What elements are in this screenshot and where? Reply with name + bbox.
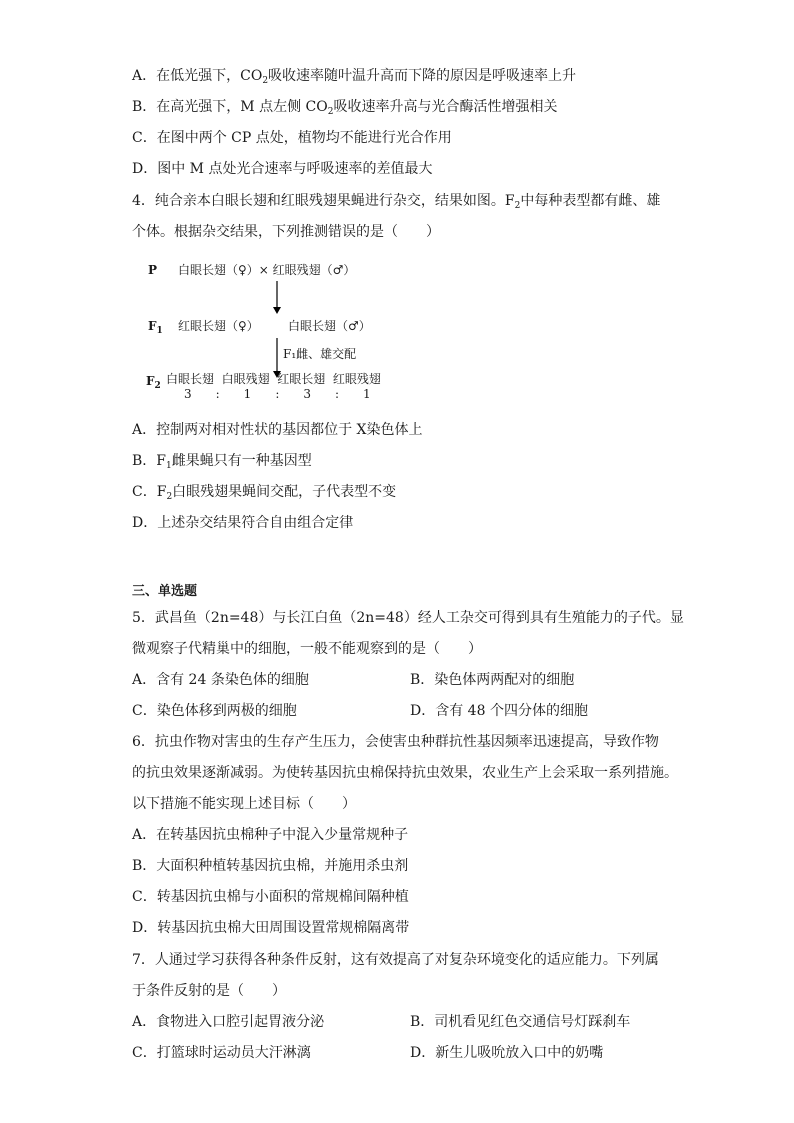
q5-stem-line1: 5．武昌鱼（2n=48）与长江白鱼（2n=48）经人工杂交可得到具有生殖能力的子代。显 [132, 610, 684, 626]
cross-diagram [140, 255, 420, 405]
section-title: 三、单选题 [132, 584, 198, 599]
p-label: P [148, 263, 158, 277]
f2-phenotypes: 白眼长翅 白眼残翅 红眼长翅 红眼残翅 [166, 372, 381, 386]
q5-option-a: A．含有 24 条染色体的细胞 [132, 672, 309, 688]
q5-stem-line2: 微观察子代精巢中的细胞，一般不能观察到的是（ ） [132, 641, 482, 657]
f2-subscript-c: 2 [166, 492, 173, 502]
q3-option-b [132, 97, 557, 122]
f2-diagram-subscript: 2 [154, 381, 161, 391]
q5-option-c: C．染色体移到两极的细胞 [132, 703, 297, 719]
q3-option-d: D．图中 M 点处光合速率与呼吸速率的差值最大 [132, 161, 433, 177]
q7-option-a: A．食物进入口腔引起胃液分泌 [132, 1014, 325, 1030]
q3-option-b-text-rest: 吸收速率升高与光合酶活性增强相关 [333, 99, 558, 115]
q4-stem-text: 4．纯合亲本白眼长翅和红眼残翅果蝇进行杂交，结果如图。F [132, 193, 515, 209]
q6-stem-line2: 的抗虫效果逐渐减弱。为使转基因抗虫棉保持抗虫效果，农业生产上会采取一系列措施。 [132, 765, 678, 781]
q4-stem-text-rest: 中每种表型都有雌、雄 [520, 193, 661, 209]
q7-option-b: B．司机看见红色交通信号灯踩刹车 [410, 1014, 631, 1030]
f1-label [148, 318, 163, 339]
q3-option-a-text-rest: 吸收速率随叶温升高而下降的原因是呼吸速率上升 [268, 68, 577, 84]
f1-subscript-b: 1 [166, 461, 172, 471]
f2-subscript: 2 [514, 201, 521, 211]
q4-stem-line2: 个体。根据杂交结果，下列推测错误的是（ ） [132, 224, 440, 240]
q7-option-c: C．打篮球时运动员大汗淋漓 [132, 1045, 311, 1061]
f2-label [146, 373, 161, 394]
q4-option-c-text-rest: 白眼残翅果蝇间交配，子代表型不变 [172, 484, 397, 500]
q6-stem-line1: 6．抗虫作物对害虫的生存产生压力，会使害虫种群抗性基因频率迅速提高，导致作物 [132, 734, 659, 750]
q6-option-c: C．转基因抗虫棉与小面积的常规棉间隔种植 [132, 889, 409, 905]
q3-option-a [132, 66, 576, 91]
q4-stem-line1 [132, 191, 660, 216]
q6-option-d: D．转基因抗虫棉大田周围设置常规棉隔离带 [132, 920, 410, 936]
q7-option-d: D．新生儿吸吮放入口中的奶嘴 [410, 1045, 604, 1061]
q3-option-c: C．在图中两个 CP 点处，植物均不能进行光合作用 [132, 130, 452, 146]
f1-letter: F [148, 319, 157, 333]
f1-male: 白眼长翅（♂） [288, 319, 371, 333]
q6-option-a: A．在转基因抗虫棉种子中混入少量常规种子 [132, 827, 409, 843]
q3-option-a-text: A．在低光强下，CO [132, 68, 263, 84]
q5-option-b: B．染色体两两配对的细胞 [410, 672, 575, 688]
q4-option-b-text: B．F [132, 453, 167, 469]
f2-ratio: 3 : 1 : 3 : 1 [184, 387, 371, 401]
q6-option-b: B．大面积种植转基因抗虫棉，并施用杀虫剂 [132, 858, 409, 874]
q4-option-a: A．控制两对相对性状的基因都位于 X染色体上 [132, 422, 423, 438]
q4-option-c [132, 482, 396, 507]
co2-subscript: 2 [327, 107, 334, 117]
q7-stem-line1: 7．人通过学习获得各种条件反射，这有效提高了对复杂环境变化的适应能力。下列属 [132, 952, 659, 968]
f1-subscript: 1 [156, 326, 163, 336]
q3-option-b-text: B．在高光强下，M 点左侧 CO [132, 99, 328, 115]
p-cross-text: 白眼长翅（♀）× 红眼残翅（♂） [178, 263, 356, 277]
q4-option-c-text: C．F [132, 484, 167, 500]
q4-option-d: D．上述杂交结果符合自由组合定律 [132, 515, 354, 531]
f1-female: 红眼长翅（♀） [178, 319, 259, 333]
q6-stem-line3: 以下措施不能实现上述目标（ ） [132, 796, 356, 812]
q4-option-b [132, 451, 312, 476]
q7-stem-line2: 于条件反射的是（ ） [132, 983, 286, 999]
q5-option-d: D．含有 48 个四分体的细胞 [410, 703, 588, 719]
co2-subscript: 2 [262, 76, 269, 86]
f1-mating-label: F₁雌、雄交配 [283, 347, 357, 361]
arrow-head-f1 [273, 307, 281, 314]
f2-letter: F [146, 374, 155, 388]
q4-option-b-text-rest: 雌果蝇只有一种基因型 [171, 453, 312, 469]
